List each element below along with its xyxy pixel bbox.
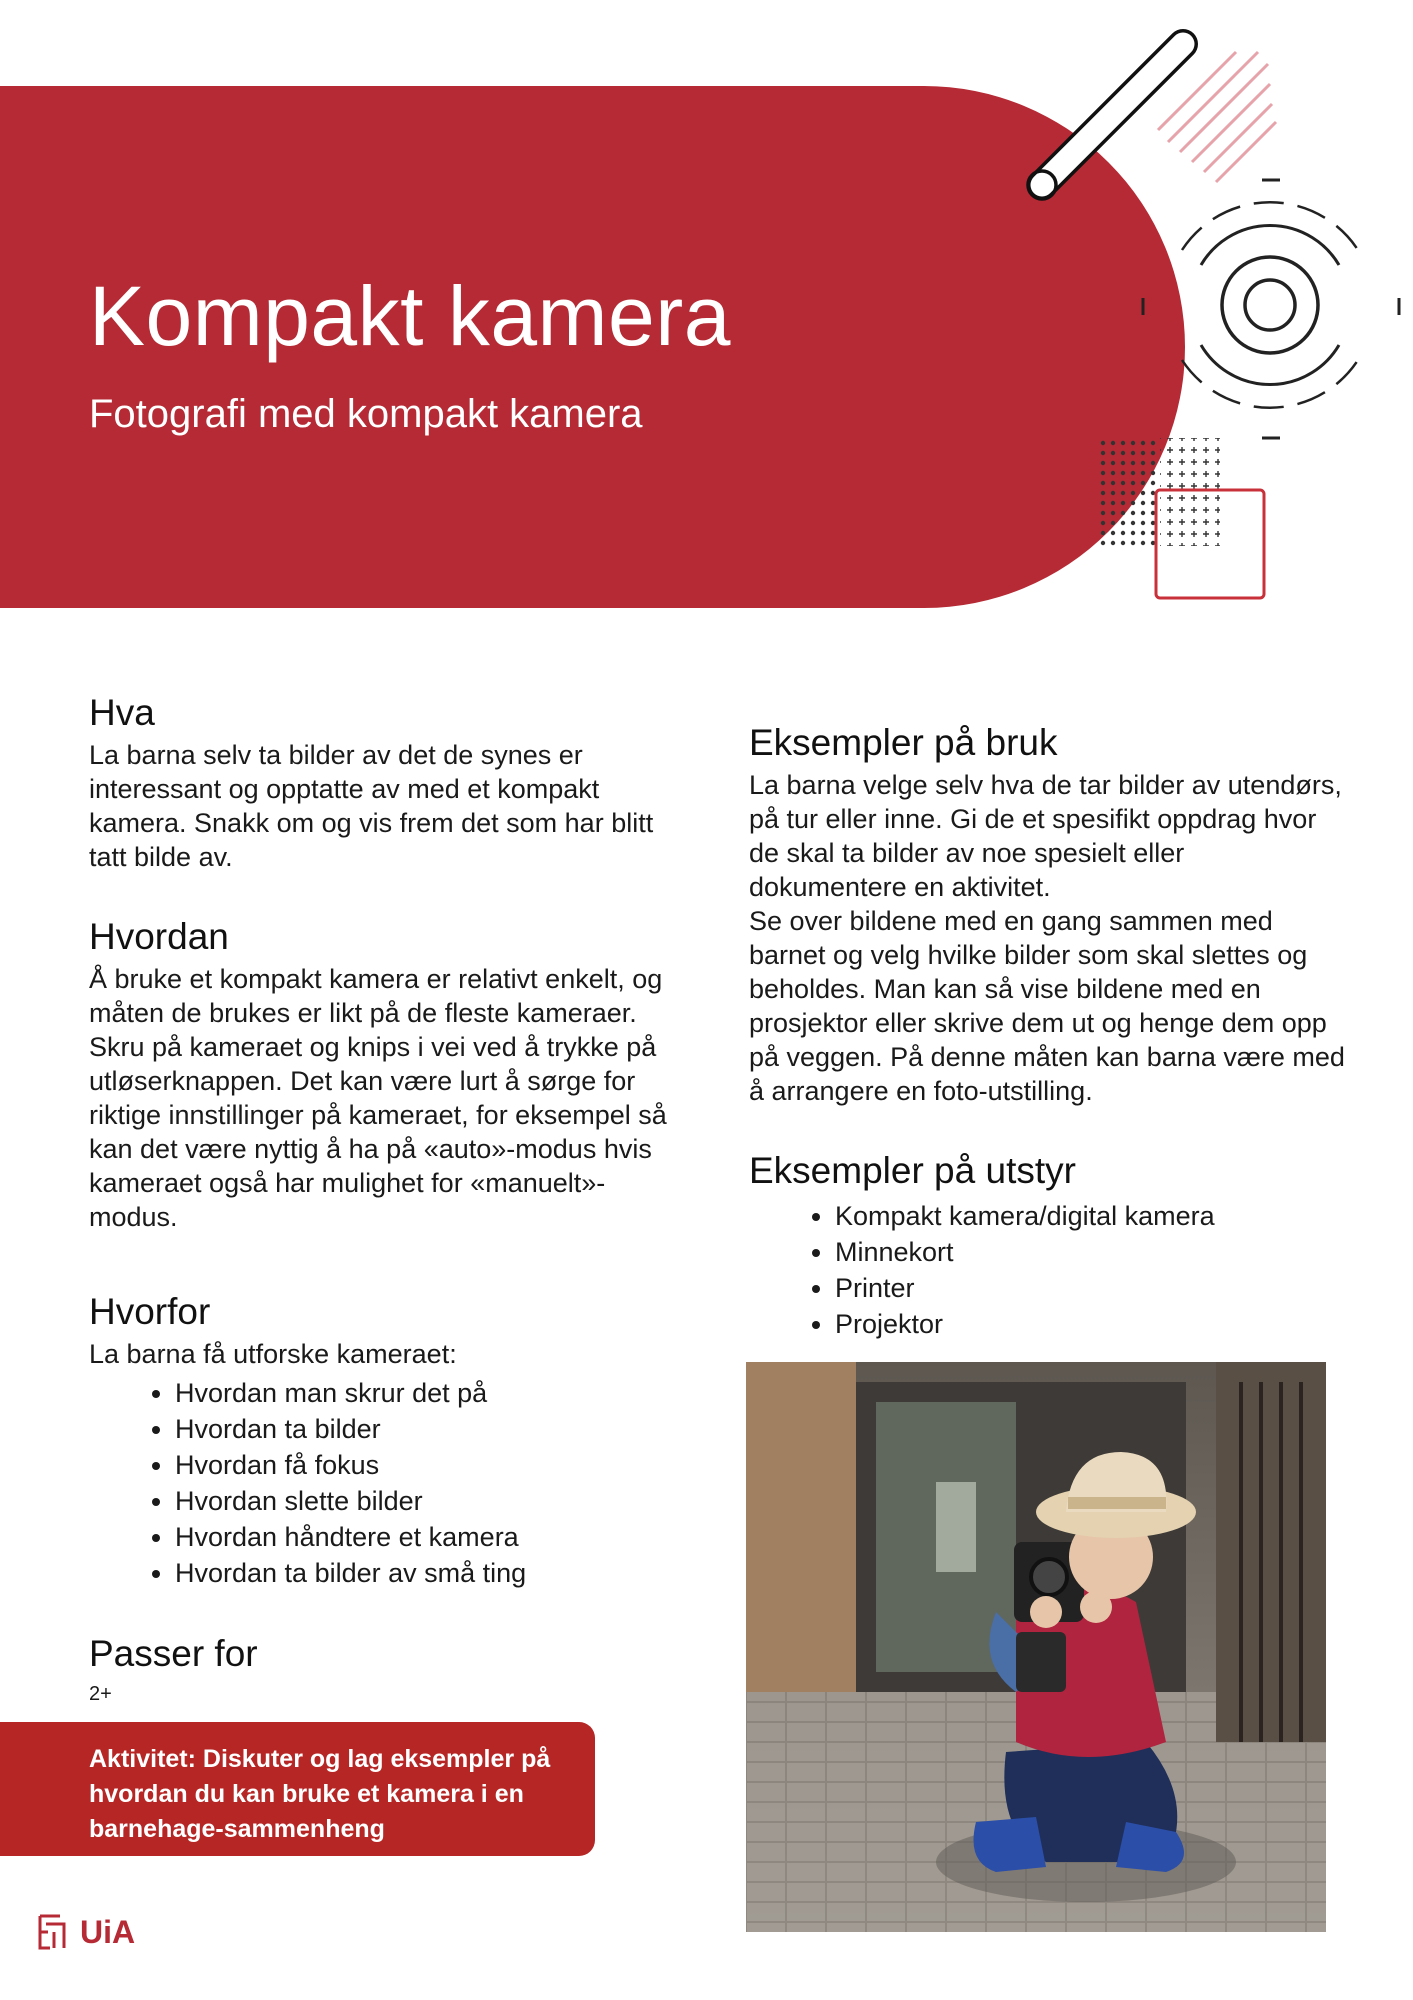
age-value: 2+ [89,1683,112,1705]
section-text: La barna selv ta bilder av det de synes er interessant og opptatte av med et kompakt kamera. Snakk om og vis frem det som har blitt tatt bilde av. [89,740,654,872]
list-item: • Printer [835,1270,1349,1306]
section-heading: Passer for [89,1633,258,1674]
section-hva [89,690,669,874]
list-item: • Hvordan få fokus [175,1447,669,1483]
cross-grid [1160,438,1220,546]
right-column [749,720,1349,1382]
list-item: • Kompakt kamera/digital kamera [835,1198,1349,1234]
decorative-graphics [0,0,1413,620]
section-bruk [749,720,1349,1108]
activity-box [0,1722,595,1856]
child-with-camera-photo [746,1362,1326,1932]
section-heading: Hva [89,692,155,733]
list-item: • Hvordan slette bilder [175,1483,669,1519]
activity-text: Aktivitet: Diskuter og lag eksempler på hvordan du kan bruke et kamera i en barnehage-sammenheng [89,1745,551,1843]
pipe-shape [1028,44,1183,199]
section-heading: Hvordan [89,916,229,957]
section-heading: Eksempler på bruk [749,722,1058,763]
uia-logo-icon [36,1912,76,1952]
target-circles [1143,180,1399,438]
dot-grid [1100,438,1160,546]
section-intro: La barna få utforske kameraet: [89,1339,457,1369]
list-item: • Hvordan ta bilder av små ting [175,1555,669,1591]
section-text: Å bruke et kompakt kamera er relativt enkelt, og måten de brukes er likt på de fleste kameraer. Skru på kameraet og knips i vei ved å trykke på utløserknappen. Det kan være lurt å sørge for riktige innstillinger på kameraet, for eksempel så kan det være nyttig å ha på «auto»-modus hvis kameraet også har mulighet for «manuelt»-modus. [89,964,667,1232]
section-utstyr [749,1148,1349,1342]
list-item: • Hvordan ta bilder [175,1411,669,1447]
utstyr-list [749,1198,1349,1342]
section-text: Se over bildene med en gang sammen med barnet og velg hvilke bilder som skal slettes og beholdes. Man kan så vise bildene med en prosjektor eller skrive dem ut og henge dem opp på veggen. På denne måten kan barna være med å arrangere en foto-utstilling. [749,906,1345,1106]
section-heading: Eksempler på utstyr [749,1150,1076,1191]
section-text: La barna velge selv hva de tar bilder av utendørs, på tur eller inne. Gi de et spesifikt oppdrag hvor de skal ta bilder av noe spesielt eller dokumentere en aktivitet. [749,770,1342,902]
section-hvorfor [89,1289,669,1591]
list-item: • Hvordan håndtere et kamera [175,1519,669,1555]
section-heading: Hvorfor [89,1291,211,1332]
section-hvordan [89,914,669,1234]
list-item: • Hvordan man skrur det på [175,1375,669,1411]
page-title: Kompakt kamera [89,269,731,363]
hvorfor-list [89,1375,669,1591]
uia-logo-text: UiA [80,1914,136,1950]
left-column [89,690,669,1749]
page-subtitle: Fotografi med kompakt kamera [89,392,643,436]
list-item: • Projektor [835,1306,1349,1342]
section-passer-for [89,1631,669,1709]
list-item: • Minnekort [835,1234,1349,1270]
